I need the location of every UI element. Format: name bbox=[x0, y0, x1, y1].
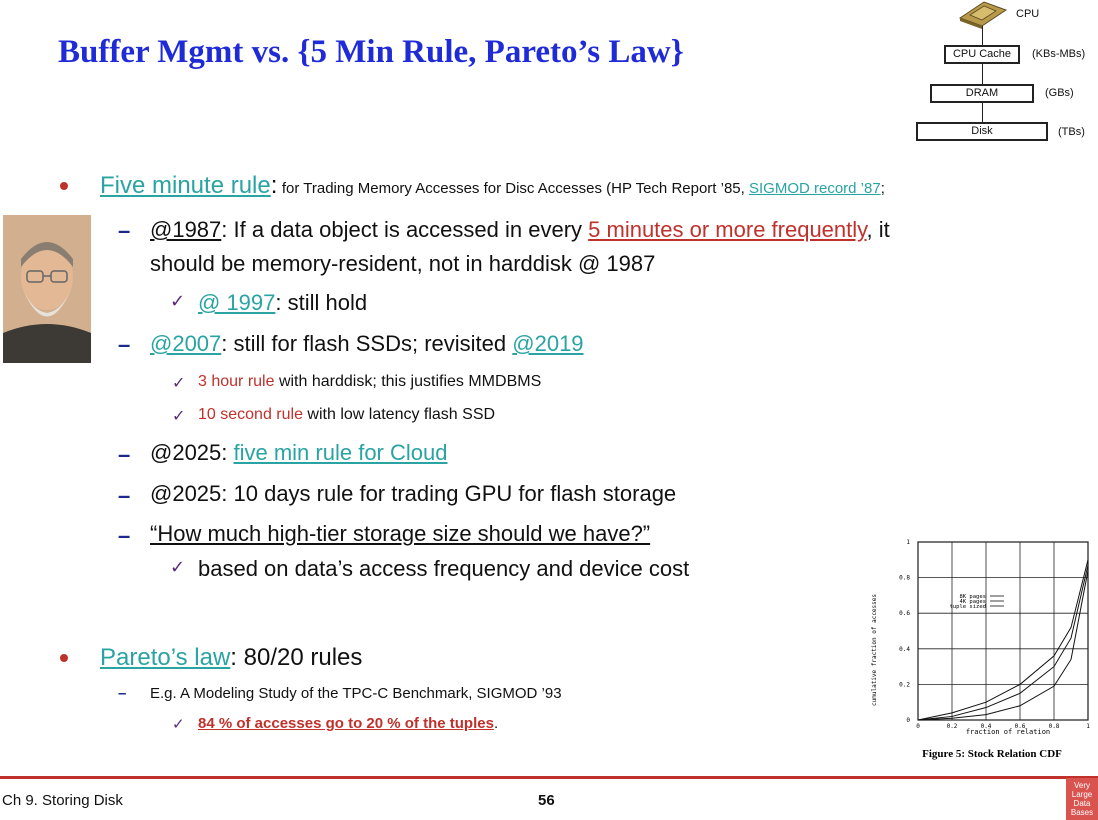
cloud-rule-link[interactable]: five min rule for Cloud bbox=[233, 440, 448, 465]
chart-x-tick-label: 0.6 bbox=[1014, 723, 1026, 730]
chart-series-line bbox=[918, 570, 1088, 720]
chart-legend-label: 8K pages bbox=[959, 594, 986, 600]
chart-series-line bbox=[918, 560, 1088, 720]
memory-hierarchy-diagram bbox=[900, 0, 1098, 145]
cpu-cache-box: CPU Cache bbox=[944, 45, 1020, 64]
cpu-cache-size: (KBs-MBs) bbox=[1032, 48, 1086, 60]
check-icon: ✓ bbox=[172, 375, 186, 392]
footer-chapter: Ch 9. Storing Disk bbox=[2, 792, 123, 809]
disk-size: (TBs) bbox=[1058, 126, 1085, 138]
five-minutes-highlight: 5 minutes or more frequently bbox=[588, 217, 867, 242]
ten-second-rule: 10 second rule with low latency flash SSD bbox=[198, 406, 496, 423]
chart-series bbox=[918, 560, 1088, 720]
date-1987: @1987 bbox=[150, 217, 222, 242]
three-hour-rule: 3 hour rule with harddisk; this justifies MMDBMS bbox=[198, 373, 542, 390]
item-1987: @1987: If a data object is accessed in every 5 minutes or more frequently, it bbox=[150, 217, 890, 242]
tpcc-reference: E.g. A Modeling Study of the TPC-C Benchmark, SIGMOD ’93 bbox=[150, 685, 562, 702]
check-icon: ✓ bbox=[170, 557, 186, 577]
dash-marker: – bbox=[118, 442, 131, 467]
chart-legend-label: 4K pages bbox=[959, 599, 986, 605]
chart-x-axis-label: fraction of relation bbox=[965, 728, 1051, 736]
dash-marker: – bbox=[118, 483, 131, 508]
check-icon: ✓ bbox=[172, 408, 186, 425]
five-minute-rule-source: for Trading Memory Accesses for Disc Accesses (HP Tech Report ’85, bbox=[281, 180, 749, 197]
page-number: 56 bbox=[538, 792, 555, 809]
link-2007[interactable]: @2007 bbox=[150, 331, 222, 356]
bullet-dot bbox=[60, 182, 68, 190]
chart-x-tick-label: 0 bbox=[916, 723, 920, 730]
five-minute-rule-line: Five minute rule: for Trading Memory Accesses for Disc Accesses (HP Tech Report ’85, SIGMOD record ’87; bbox=[100, 172, 885, 199]
bullet-dot bbox=[60, 654, 68, 662]
storage-question: “How much high-tier storage size should we have?” bbox=[150, 521, 651, 546]
item-2007: @2007: still for flash SSDs; revisited @2019 bbox=[150, 331, 584, 356]
dash-marker: – bbox=[118, 332, 131, 357]
dash-marker: – bbox=[118, 523, 131, 548]
stock-relation-cdf-chart bbox=[864, 534, 1098, 766]
dash-marker: – bbox=[118, 685, 127, 702]
chart-y-tick-label: 0.8 bbox=[899, 574, 910, 582]
chart-y-tick-label: 0.2 bbox=[899, 681, 910, 689]
cpu-label: CPU bbox=[1016, 8, 1040, 20]
pareto-line: Pareto’s law: 80/20 rules bbox=[100, 644, 363, 671]
link-1997[interactable]: @ 1997 bbox=[198, 290, 276, 315]
pareto-law-link[interactable]: Pareto’s law bbox=[100, 644, 231, 671]
check-icon: ✓ bbox=[170, 291, 186, 311]
disk-box: Disk bbox=[916, 122, 1048, 141]
chart-y-tick-label: 0 bbox=[906, 717, 910, 724]
chart-y-axis-label: cumulative fraction of accesses bbox=[871, 594, 878, 706]
chart-x-tick-label: 0.8 bbox=[1048, 723, 1060, 730]
chart-title: Figure 5: Stock Relation CDF bbox=[922, 748, 1062, 760]
chart-y-tick-label: 0.6 bbox=[899, 610, 910, 618]
dram-size: (GBs) bbox=[1045, 87, 1074, 99]
five-minute-rule-link[interactable]: Five minute rule bbox=[100, 172, 271, 199]
slide-title: Buffer Mgmt vs. {5 Min Rule, Pareto’s Law} bbox=[58, 34, 684, 70]
pareto-fact: 84 % of accesses go to 20 % of the tuples. bbox=[198, 715, 499, 732]
chart-ticks bbox=[899, 539, 1090, 730]
dash-marker: – bbox=[118, 218, 131, 243]
footer-divider bbox=[0, 776, 1098, 779]
sigmod-record-link[interactable]: SIGMOD record ’87 bbox=[748, 180, 881, 197]
link-2019[interactable]: @2019 bbox=[512, 331, 584, 356]
storage-answer: based on data’s access frequency and device cost bbox=[198, 556, 690, 581]
check-icon: ✓ bbox=[172, 716, 185, 733]
chart-x-tick-label: 0.2 bbox=[946, 723, 958, 730]
chart-x-tick-label: 0.4 bbox=[980, 723, 992, 730]
item-1987-continued: should be memory-resident, not in harddisk @ 1987 bbox=[150, 251, 656, 276]
item-1997: @ 1997: still hold bbox=[198, 290, 368, 315]
chart-legend bbox=[950, 594, 1004, 610]
vldb-logo: Very Large Data Bases bbox=[1066, 778, 1098, 820]
chart-x-tick-label: 1 bbox=[1086, 723, 1090, 730]
item-2025-cloud: @2025: five min rule for Cloud bbox=[150, 440, 448, 465]
dram-box: DRAM bbox=[930, 84, 1034, 103]
item-2025-gpu: @2025: 10 days rule for trading GPU for flash storage bbox=[150, 481, 677, 506]
chart-legend-label: tuple sized bbox=[949, 604, 986, 610]
chart-y-tick-label: 1 bbox=[906, 539, 910, 546]
chart-y-tick-label: 0.4 bbox=[899, 645, 910, 653]
portrait-photo bbox=[3, 215, 91, 363]
